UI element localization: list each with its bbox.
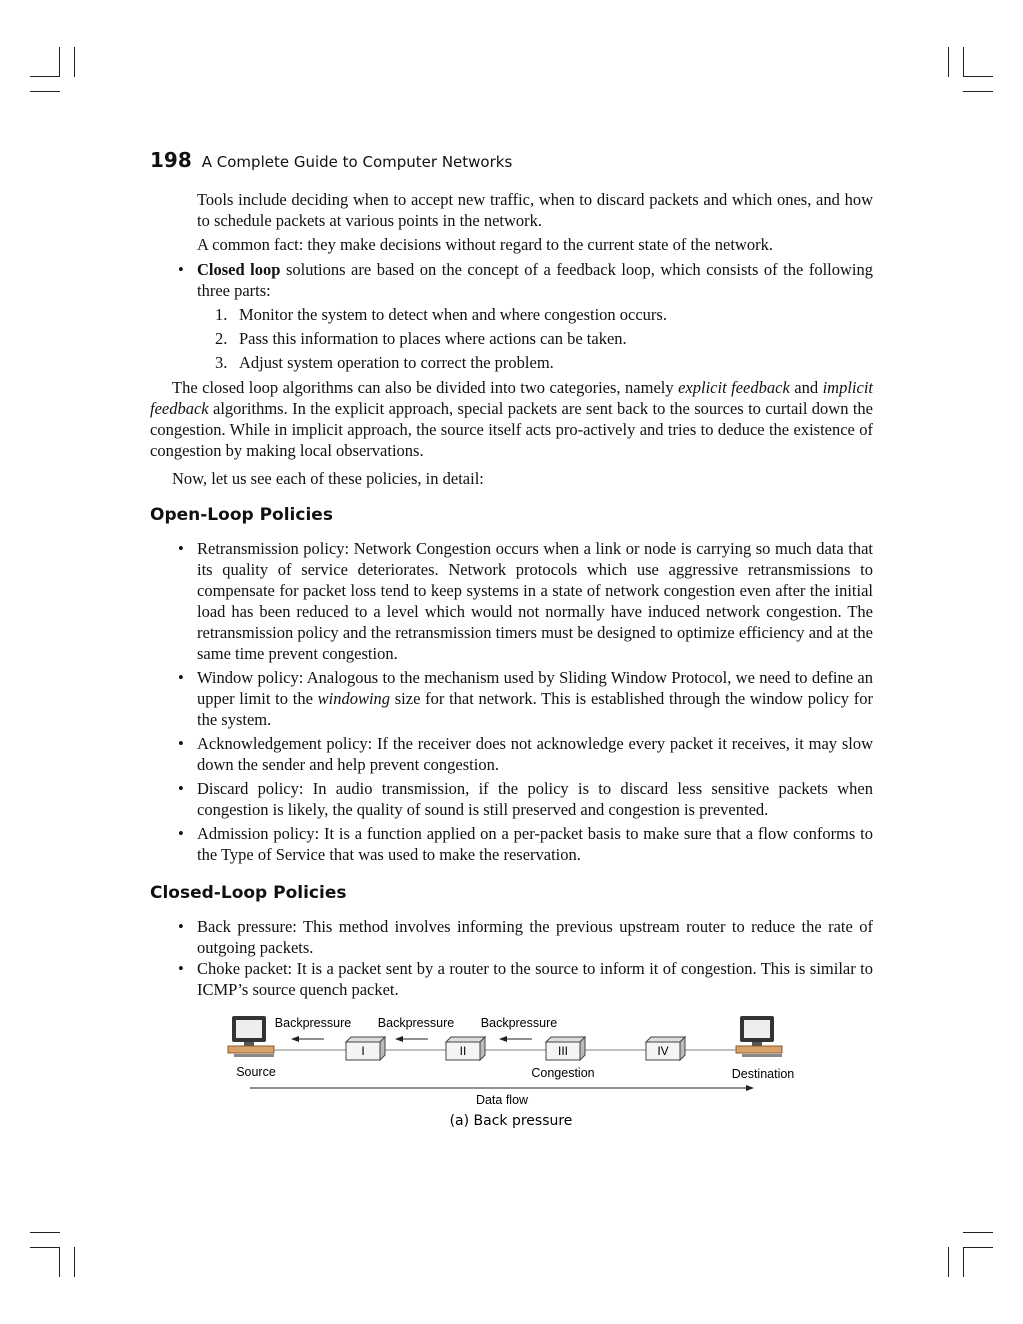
list-number: 1.	[215, 305, 228, 324]
bullet-text: Acknowledgement policy: If the receiver does not acknowledge every packet it receives, it may slow down the sender and help prevent congestion.	[197, 734, 873, 774]
bullet-text: Back pressure: This method involves informing the previous upstream router to reduce the rate of outgoing packets.	[197, 917, 873, 957]
list-number: 2.	[215, 329, 228, 348]
bullet-icon: •	[178, 668, 184, 687]
node-label: II	[459, 1044, 467, 1058]
router-box-icon	[546, 1037, 585, 1060]
computer-icon	[736, 1016, 782, 1057]
figure-caption: (a) Back pressure	[449, 1113, 573, 1129]
bullet-text: Choke packet: It is a packet sent by a router to the source to inform it of congestion. This is similar to ICMP’s source quench packet.	[197, 959, 873, 999]
node-label: I	[361, 1044, 365, 1058]
book-title: A Complete Guide to Computer Networks	[201, 153, 513, 171]
list-item	[215, 304, 873, 325]
bullet-item	[178, 778, 873, 820]
list-item	[215, 352, 873, 373]
source-label: Source	[236, 1065, 276, 1079]
bullet-text: solutions are based on the concept of a feedback loop, which consists of the following three parts:	[197, 260, 873, 300]
bullet-text: Discard policy: In audio transmission, if the policy is to discard less sensitive packets when congestion is likely, the quality of sound is still preserved and congestion is prevented.	[197, 779, 873, 819]
numbered-list	[215, 304, 873, 373]
list-text: Adjust system operation to correct the problem.	[239, 353, 554, 372]
bullet-icon: •	[178, 824, 184, 843]
paragraph: Tools include deciding when to accept new traffic, when to discard packets and which ones, and how to schedule packets at various points in the network.	[197, 190, 873, 230]
bullet-item	[178, 667, 873, 730]
section-heading: Open-Loop Policies	[150, 505, 333, 525]
bullet-icon: •	[178, 539, 184, 558]
section-heading: Closed-Loop Policies	[150, 883, 347, 903]
running-header	[150, 148, 512, 172]
router-box-icon	[446, 1037, 485, 1060]
backpressure-label: Backpressure	[480, 1016, 558, 1030]
bullet-item	[178, 823, 873, 865]
paragraph: A common fact: they make decisions without regard to the current state of the network.	[197, 235, 773, 254]
destination-label: Destination	[731, 1067, 795, 1081]
paragraph: The closed loop algorithms can also be divided into two categories, namely explicit feedback and implicit feedback algorithms. In the explicit approach, special packets are sent back to the sources to curtail down the congestion. While in implicit approach, the source itself acts pro-actively and tries to deduce the existence of congestion by making local observations.	[150, 378, 874, 460]
bullet-text: Retransmission policy: Network Congestion occurs when a link or node is carrying so much data that its quality of service deteriorates. Network protocols which use aggressive retransmissions to compensate for packet loss tend to keep systems in a state of network congestion even after the initial load has been reduced to a level which would not normally have induced network congestion. The retransmission policy and the retransmission timers must be designed to optimize efficiency and at the same time prevent congestion.	[197, 539, 873, 663]
node-label: IV	[657, 1044, 669, 1058]
bullet-item	[178, 958, 873, 1000]
list-text: Monitor the system to detect when and where congestion occurs.	[239, 305, 667, 324]
bullet-text: Window policy: Analogous to the mechanism used by Sliding Window Protocol, we need to define an upper limit to the windowing size for that network. This is established through the window policy for the system.	[197, 668, 873, 729]
list-text: Pass this information to places where actions can be taken.	[239, 329, 627, 348]
bullet-item	[178, 916, 873, 958]
backpressure-label: Backpressure	[377, 1016, 455, 1030]
bullet-icon: •	[178, 260, 184, 279]
paragraph: Now, let us see each of these policies, in detail:	[172, 469, 484, 488]
bullet-text: Admission policy: It is a function applied on a per-packet basis to make sure that a flow conforms to the Type of Service that was used to make the reservation.	[197, 824, 873, 864]
list-number: 3.	[215, 353, 228, 372]
bullet-icon: •	[178, 917, 184, 936]
data-flow-label: Data flow	[475, 1093, 529, 1107]
bullet-item	[178, 538, 873, 664]
bullet-item	[178, 259, 873, 301]
intro-indented	[178, 189, 873, 373]
computer-icon	[228, 1016, 274, 1057]
page-number: 198	[150, 148, 192, 172]
bullet-icon: •	[178, 959, 184, 978]
congestion-label: Congestion	[531, 1066, 595, 1080]
router-box-icon	[346, 1037, 385, 1060]
backpressure-label: Backpressure	[274, 1016, 352, 1030]
bold-term: Closed loop	[197, 260, 281, 279]
router-box-icon	[646, 1037, 685, 1060]
intro-body	[150, 377, 873, 489]
list-item	[215, 328, 873, 349]
closed-loop-list	[178, 916, 873, 1000]
bullet-icon: •	[178, 779, 184, 798]
node-label: III	[557, 1044, 569, 1058]
open-loop-list	[178, 538, 873, 865]
back-pressure-figure	[220, 1008, 820, 1133]
bullet-icon: •	[178, 734, 184, 753]
bullet-item	[178, 733, 873, 775]
